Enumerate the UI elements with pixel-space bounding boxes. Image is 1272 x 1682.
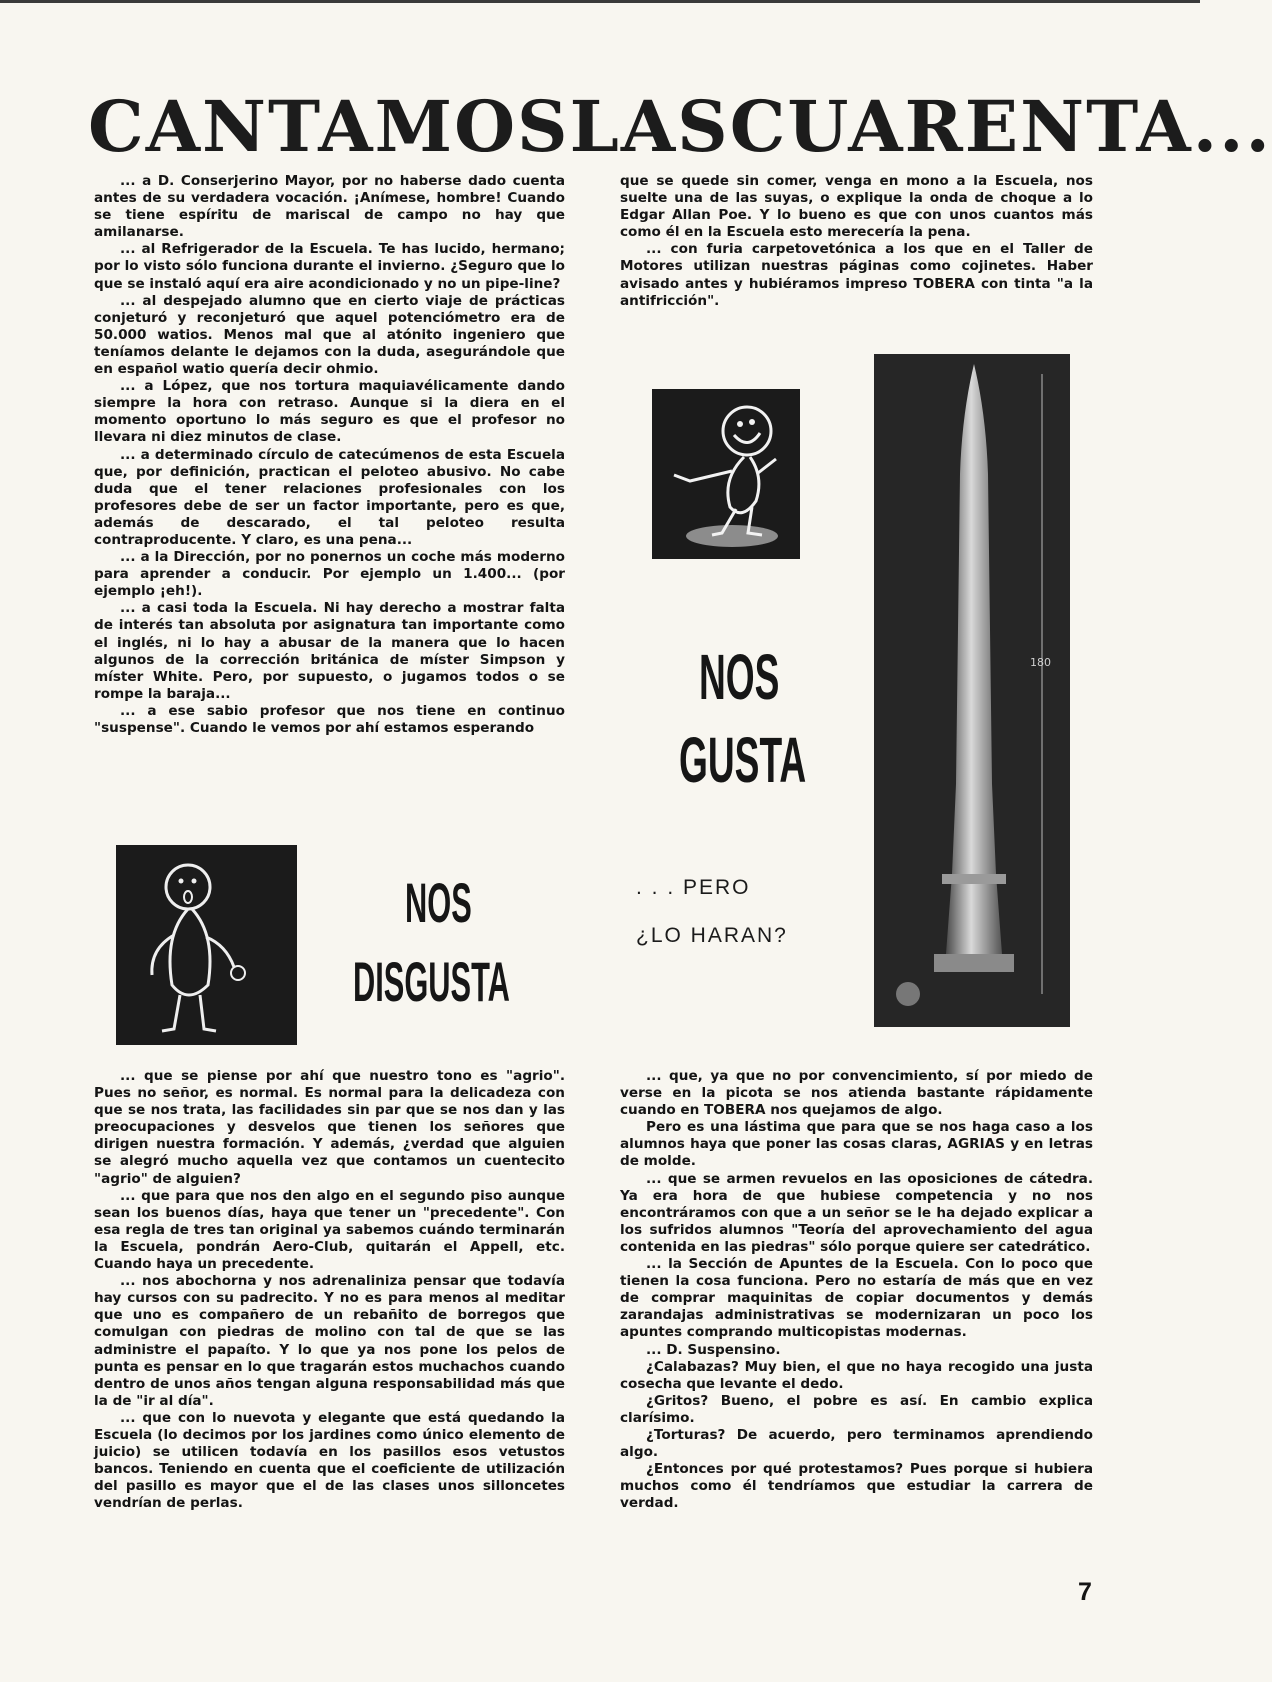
tagline-lo-haran: ¿LO HARAN? (636, 924, 788, 947)
headline (88, 85, 1272, 168)
paragraph: ... a casi toda la Escuela. Ni hay derecho a mostrar falta de interés tan absoluta por asignatura tan importante como el inglés, ni lo hay a abusar de la manera que lo hacen algunos de la corrección británica de míster Simpson y míster White. Pero, por supuesto, o jugamos todos o se rompe la baraja... (94, 600, 565, 702)
paragraph: ¿Gritos? Bueno, el pobre es así. En cambio explica clarísimo. (620, 1392, 1093, 1426)
paragraph: ... que con lo nuevota y elegante que está quedando la Escuela (lo decimos por los jardines como único elemento de juicio) se utilicen todavía en los pasillos esos vetustos bancos. Teniendo en cuenta que el coeficiente de utilización del pasillo es mayor que el de las clases unos silloncetes vendrían de perlas. (94, 1409, 565, 1512)
paragraph: ¿Entonces por qué protestamos? Pues porque si hubiera muchos como él tendríamos que estudiar la carrera de verdad. (620, 1461, 1093, 1512)
rocket-photo (874, 354, 1070, 1027)
paragraph: ... con furia carpetovetónica a los que en el Taller de Motores utilizan nuestras páginas como cojinetes. Haber avisado antes y hubiéramos impreso TOBERA con tinta "a la antifricción". (620, 241, 1093, 309)
paragraph: que se quede sin comer, venga en mono a la Escuela, nos suelte una de las suyas, o explique la onda de choque a lo Edgar Allan Poe. Y lo bueno es que con unos cuantos más como él en la Escuela esto merecería la pena. (620, 173, 1093, 241)
sad-figure-illustration (116, 845, 297, 1045)
paragraph: ... que, ya que no por convencimiento, sí por miedo de verse en la picota se nos atienda bastante rápidamente cuando en TOBERA nos quejamos de algo. (620, 1068, 1093, 1119)
tagline-pero: . . . PERO (636, 876, 751, 899)
top-rule (0, 0, 1200, 3)
headline-word-1: CANTAMOS (88, 85, 570, 168)
headline-word-3: CUARENTA... (729, 85, 1272, 168)
paragraph: ... nos abochorna y nos adrenaliniza pensar que todavía hay cursos con su padrecito. Y no es para menos al meditar que uno es compañero de un rebañito de borregos que comulgan con piedras de molino con tal de que se las administre el papaíto. Y lo que ya nos pone los pelos de punta es pensar en lo que tragarán estos muchachos cuando dentro de unos años tengan alguna responsabilidad más que la de "ir al día". (94, 1273, 565, 1409)
column-top-right (620, 173, 1093, 310)
paragraph: ... a López, que nos tortura maquiavélicamente dando siempre la hora con retraso. Aunque si la diera en el momento oportuno lo más seguro es que el profesor no llevara ni diez minutos de clase. (94, 378, 565, 446)
paragraph: Pero es una lástima que para que se nos haga caso a los alumnos haya que poner las cosas claras, AGRIAS y en letras de molde. (620, 1119, 1093, 1170)
paragraph: ... a ese sabio profesor que nos tiene en continuo "suspense". Cuando le vemos por ahí estamos esperando (94, 702, 565, 736)
happy-figure-illustration (652, 389, 800, 559)
page-number: 7 (1078, 1578, 1092, 1606)
nos-disgusta-line-1: NOS (405, 871, 472, 934)
paragraph: ... la Sección de Apuntes de la Escuela. Con lo poco que tienen la cosa funciona. Pero no estaría de más que en vez de comprar maquinitas de copiar documentos y demás zarandajas administrativas se modernizaran un poco los apuntes comprando multicopistas modernas. (620, 1256, 1093, 1341)
headline-word-2: LAS (569, 85, 730, 168)
column-bottom-right (620, 1068, 1093, 1512)
nos-gusta-line-2: GUSTA (679, 724, 807, 796)
column-top-left (94, 173, 565, 737)
nos-disgusta-line-2: DISGUSTA (353, 950, 510, 1013)
paragraph: ... que se armen revuelos en las oposiciones de cátedra. Ya era hora de que hubiese competencia y no nos encontráramos con que a un señor se le ha dejado explicar a los sufridos alumnos "Teoría del aprovechamiento del agua contenida en las piedras" sólo porque quiere ser catedrático. (620, 1170, 1093, 1255)
paragraph: ... D. Suspensino. (646, 1341, 781, 1358)
paragraph: ¿Torturas? De acuerdo, pero terminamos aprendiendo algo. (620, 1426, 1093, 1461)
paragraph: ... que para que nos den algo en el segundo piso aunque sean los buenos días, haya que tener un "precedente". Con esa regla de tres tan original ya sabemos cuándo terminarán la Escuela, pondrán Aero-Club, quitarán el Appell, etc. Cuando haya un precedente. (94, 1187, 565, 1273)
paragraph: ... a la Dirección, por no ponernos un coche más moderno para aprender a conducir. Por ejemplo un 1.400... (por ejemplo ¡eh!). (94, 549, 565, 600)
paragraph: ... a determinado círculo de catecúmenos de esta Escuela que, por definición, practican el peloteo abusivo. No cabe duda que el tener relaciones profesionales con los profesores debe de ser un factor importante, pero es que, además de descarado, el tal peloteo resulta contraproducente. Y claro, es una pena... (94, 446, 565, 548)
paragraph: ... que se piense por ahí que nuestro tono es "agrio". Pues no señor, es normal. Es normal para la delicadeza con que se nos trata, las facilidades sin par que se nos dan y las preocupaciones y desvelos que tienen los señores que dirigen nuestra formación. Y además, ¿verdad que alguien se alegró mucho aquella vez que contamos un cuentecito "agrio" de alguien? (94, 1068, 565, 1187)
paragraph: ... al Refrigerador de la Escuela. Te has lucido, hermano; por lo visto sólo funciona durante el invierno. ¿Seguro que lo que se instaló aquí era aire acondicionado y no un pipe-line? (94, 241, 565, 292)
paragraph: ¿Calabazas? Muy bien, el que no haya recogido una justa cosecha que levante el dedo. (620, 1358, 1093, 1392)
nos-gusta-line-1: NOS (699, 641, 780, 713)
rocket-label: 180 (1030, 656, 1051, 669)
paragraph: ... a D. Conserjerino Mayor, por no haberse dado cuenta antes de su verdadera vocación. ¡Anímese, hombre! Cuando se tiene espíritu de mariscal de campo no hay que amilanarse. (94, 173, 565, 241)
paragraph: ... al despejado alumno que en cierto viaje de prácticas conjeturó y reconjeturó que aquel potenciómetro era de 50.000 watios. Menos mal que al atónito ingeniero que teníamos delante le dejamos con la duda, asegurándole que en español watio quería decir ohmio. (94, 292, 565, 378)
column-bottom-left (94, 1068, 565, 1512)
